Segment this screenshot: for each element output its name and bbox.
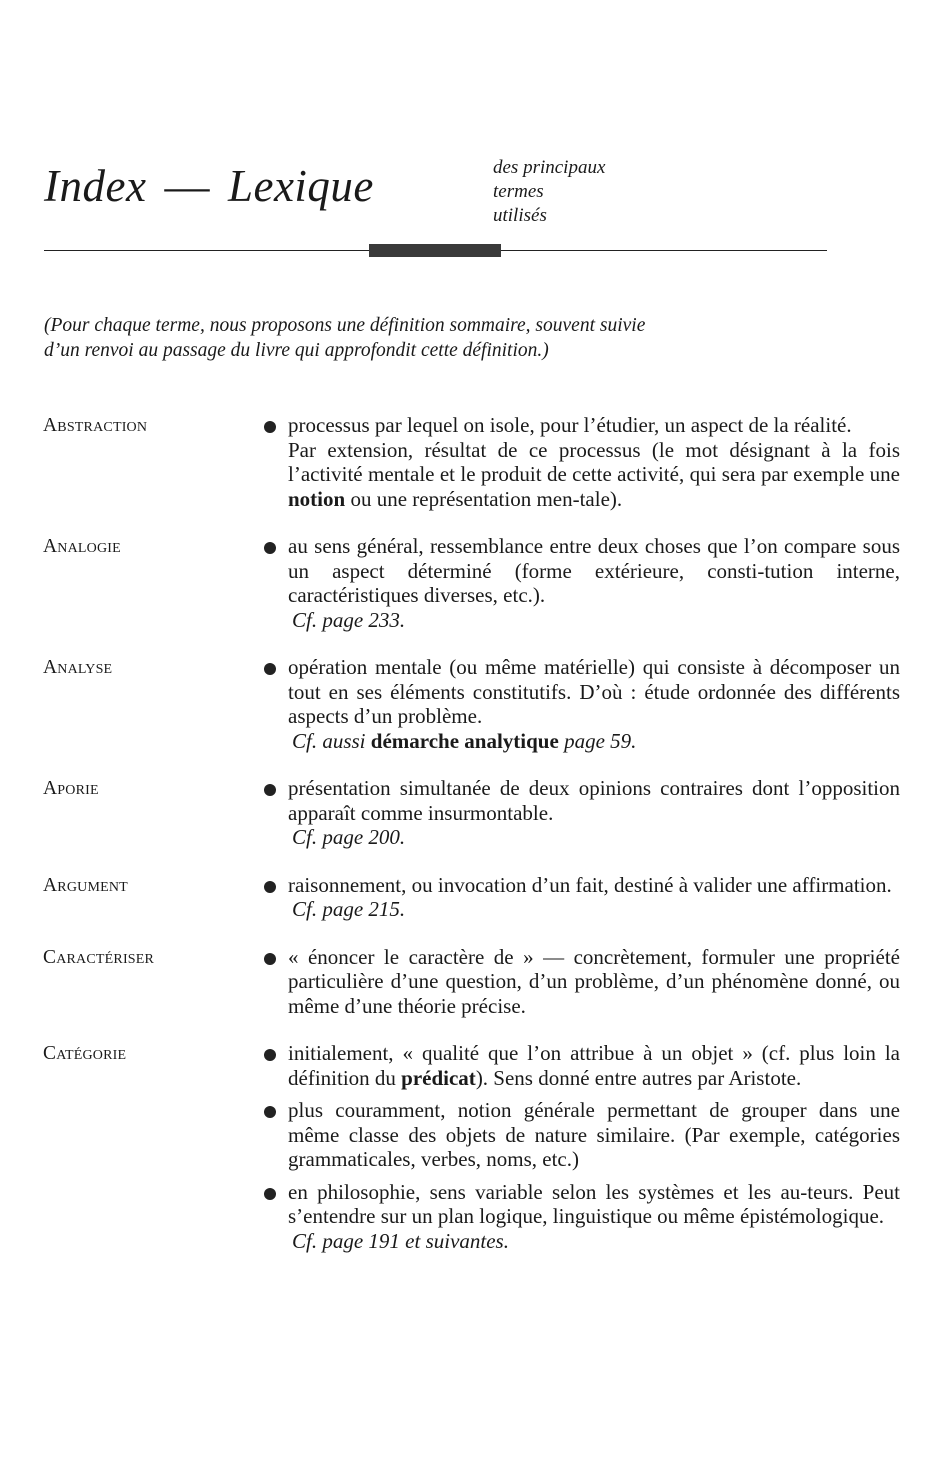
definition	[288, 1180, 900, 1254]
page-title	[44, 160, 374, 212]
bullet-icon	[264, 421, 276, 433]
bullet-icon	[264, 1106, 276, 1118]
definition-text: processus par lequel on isole, pour l’étudier, un aspect de la réalité.	[288, 413, 852, 437]
definition	[288, 534, 900, 632]
entry-categorie	[0, 1041, 930, 1253]
entry-analyse	[0, 655, 930, 753]
title-dash: —	[164, 161, 210, 211]
definition-list	[288, 534, 900, 632]
definition	[288, 413, 900, 511]
cross-reference-term: notion	[288, 486, 346, 511]
definition-text-extended	[288, 438, 900, 512]
bullet-icon	[264, 953, 276, 965]
definition-list	[288, 945, 900, 1019]
term-label: Caractériser	[43, 946, 155, 968]
reference-part: Cf. aussi	[292, 728, 366, 753]
entry-argument	[0, 873, 930, 922]
definition-text-part: initialement, « qualité que l’on attribue à un objet » (cf. plus loin la définition du	[288, 1041, 900, 1090]
definition-list	[288, 873, 900, 922]
bullet-icon	[264, 663, 276, 675]
definition-text-part: ou une représentation men-tale).	[350, 486, 623, 511]
definition-text	[288, 1041, 900, 1090]
bullet-icon	[264, 784, 276, 796]
page-subtitle	[493, 156, 605, 228]
bullet-icon	[264, 1188, 276, 1200]
entry-abstraction	[0, 413, 930, 511]
term-label: Analogie	[43, 536, 121, 557]
subtitle-line: termes	[493, 181, 544, 202]
intro-note	[44, 313, 844, 363]
definition-text-part: ). Sens donné entre autres par Aristote.	[475, 1065, 802, 1090]
definition	[288, 945, 900, 1019]
definition-text: raisonnement, ou invocation d’un fait, destiné à valider une affirmation.	[288, 872, 892, 897]
header-rule-block	[369, 244, 501, 257]
definition	[288, 1098, 900, 1172]
definition-text-part: Par extension, résultat de ce processus (le mot désignant à la fois l’activité mentale et le produit de cette activité, qui sera par exemple une	[288, 437, 900, 486]
page-reference: Cf. page 233.	[292, 607, 406, 632]
bullet-icon	[264, 1049, 276, 1061]
entry-aporie	[0, 776, 930, 850]
term-label: Aporie	[43, 778, 99, 799]
entry-analogie	[0, 534, 930, 632]
title-lexique: Lexique	[227, 161, 374, 211]
definition-text: présentation simultanée de deux opinions contraires dont l’opposition apparaît comme insurmontable.	[288, 776, 900, 825]
term-label: Analyse	[43, 657, 113, 678]
definition-text: en philosophie, sens variable selon les systèmes et les au-teurs. Peut s’entendre sur un plan logique, linguistique ou même épistémologique.	[288, 1179, 900, 1228]
subtitle-line: utilisés	[493, 205, 547, 226]
definition	[288, 655, 900, 753]
term-label: Catégorie	[43, 1043, 127, 1064]
definition-list	[288, 413, 900, 511]
definition-text: plus couramment, notion générale permettant de grouper dans une même classe des objets de nature similaire. (Par exemple, catégories grammaticales, verbes, noms, etc.)	[288, 1098, 900, 1171]
page-reference: Cf. page 191 et suivantes.	[292, 1228, 509, 1253]
bullet-icon	[264, 542, 276, 554]
intro-line: d’un renvoi au passage du livre qui approfondit cette définition.)	[44, 340, 549, 361]
definition-text: au sens général, ressemblance entre deux choses que l’on compare sous un aspect déterminé (forme extérieure, consti-tution interne, caractéristiques diverses, etc.).	[288, 534, 900, 607]
definition	[288, 776, 900, 850]
definition-text: « énoncer le caractère de » — concrètement, formuler une propriété particulière d’une question, d’un problème, d’un phénomène donné, ou même d’une théorie précise.	[288, 944, 900, 1018]
entry-caracteriser	[0, 945, 930, 1019]
reference-part: page 59.	[564, 728, 637, 753]
title-index: Index	[44, 161, 147, 211]
cross-reference-term: démarche analytique	[370, 728, 559, 753]
definition-list	[288, 1041, 900, 1253]
cross-reference-term: prédicat	[401, 1065, 476, 1090]
bullet-icon	[264, 881, 276, 893]
intro-line: (Pour chaque terme, nous proposons une définition sommaire, souvent suivie	[44, 315, 646, 336]
definition	[288, 873, 900, 922]
page-reference	[288, 729, 900, 754]
term-label: Abstraction	[43, 415, 148, 436]
page-reference: Cf. page 215.	[292, 897, 406, 921]
page-reference: Cf. page 200.	[292, 825, 406, 849]
term-label: Argument	[43, 874, 128, 896]
glossary-entries	[0, 413, 930, 1276]
definition-list	[288, 776, 900, 850]
definition-list	[288, 655, 900, 753]
definition	[288, 1041, 900, 1090]
definition-text: opération mentale (ou même matérielle) qui consiste à décomposer un tout en ses éléments constitutifs. D’où : étude ordonnée des différents aspects d’un problème.	[288, 655, 900, 728]
subtitle-line: des principaux	[493, 157, 606, 178]
